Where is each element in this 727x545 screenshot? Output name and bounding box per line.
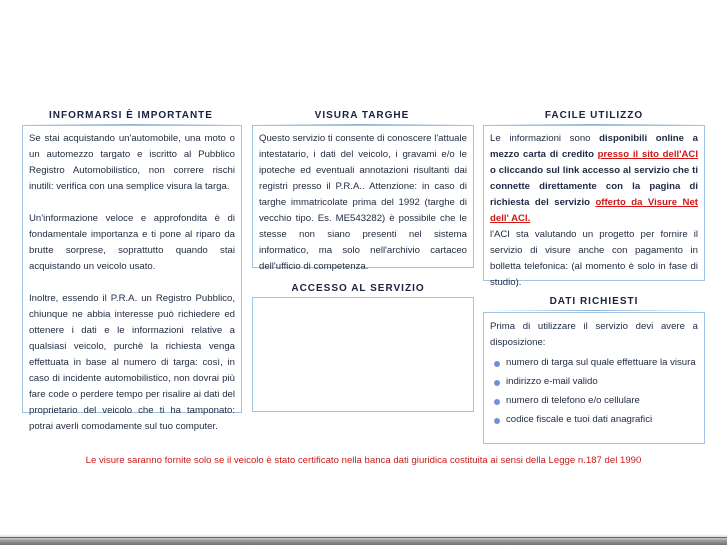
list-item-text: numero di targa sul quale effettuare la visura: [506, 357, 696, 368]
legal-note: Le visure saranno fornite solo se il veicolo è stato certificato nella banca dati giuridica costituita ai sensi della Legge n.187 del 1990: [85, 455, 642, 466]
visure-net-link[interactable]: offerto da Visure Net dell' ACI.: [490, 197, 698, 224]
facile-paragraph-2: l'ACI sta valutando un progetto per fornire il servizio di visure anche con pagamento in bolletta telefonica: (al momento è solo in fase di studio).: [490, 229, 698, 288]
visura-title-text: VISURA TARGHE: [314, 110, 410, 121]
list-item-text: indirizzo e-mail valido: [506, 376, 598, 387]
facile-box: [483, 125, 705, 288]
facile-title: [483, 110, 705, 121]
requirements-list: [490, 355, 698, 428]
list-item-text: numero di telefono e/o cellulare: [506, 395, 640, 406]
accesso-title: [252, 283, 464, 294]
accesso-box[interactable]: [252, 297, 474, 412]
visura-text: Questo servizio ti consente di conoscere l'attuale intestatario, i dati del veicolo, i gravami e/o le ipoteche ed eventuali annotazioni risultanti dai registri presso il P.R.A.. Attenzione: in caso di targhe immatricolate prima del 1992 (targhe di vecchio tipo. Es. ME543282) è possibile che le stesse non siano presenti nel sistema informatico, ma solo nell'archivio cartaceo dell'ufficio di competenza.: [259, 133, 467, 272]
visura-box: [252, 125, 474, 272]
bullet-icon: [494, 399, 500, 405]
informarsi-paragraph-3: Inoltre, essendo il P.R.A. un Registro Pubblico, chiunque ne abbia interesse può richiedere ed ottenere i dati e le informazioni relative a qualsiasi veicolo, purchè la richiesta venga effettuata in base al numero di targa: così, in caso di incidente automobilistico, non dovrai più fare code o perdere tempo per risalire ai dati del proprietario del veicolo che ti ha tamponato: potrai averli comodamente sul tuo computer.: [29, 293, 235, 432]
facile-text-start: Le informazioni sono: [490, 133, 600, 144]
informarsi-box: [22, 125, 242, 432]
list-item: [490, 355, 698, 371]
informarsi-paragraph-1: Se stai acquistando un'automobile, una moto o un automezzo targato e iscritto al Pubblico Registro Automobilistico, non correre rischi inutili: verifica con una semplice visura la targa.: [29, 133, 235, 192]
dati-box: [483, 312, 705, 444]
list-item: [490, 412, 698, 428]
facile-paragraph-1: [490, 131, 698, 227]
aci-site-link[interactable]: presso il sito dell'ACI: [597, 149, 698, 160]
informarsi-paragraph-2: Un'informazione veloce e approfondita è di fondamentale importanza e ti pone al riparo da brutte sorprese, soprattutto quando stai acquistando un veicolo usato.: [29, 213, 235, 272]
facile-bold-text-2: o cliccando sul link accesso al servizio che ti connette direttamente con la pagina di richiesta del servizio: [490, 165, 698, 208]
accesso-title-text: ACCESSO AL SERVIZIO: [291, 283, 425, 294]
dati-intro: Prima di utilizzare il servizio devi avere a disposizione:: [490, 321, 698, 348]
dati-title-text: DATI RICHIESTI: [549, 296, 639, 307]
dati-title: [483, 296, 705, 307]
bullet-icon: [494, 361, 500, 367]
informarsi-title-text: INFORMARSI È IMPORTANTE: [49, 110, 213, 121]
list-item: [490, 393, 698, 409]
visura-title: [252, 110, 472, 121]
list-item: [490, 374, 698, 390]
title-divider: [483, 310, 705, 311]
informarsi-title: [22, 110, 240, 121]
list-item-text: codice fiscale e tuoi dati anagrafici: [506, 414, 653, 425]
bullet-icon: [494, 380, 500, 386]
facile-bold-text: disponibili online a mezzo carta di credito: [490, 133, 698, 160]
bullet-icon: [494, 418, 500, 424]
bottom-bar: [0, 534, 727, 545]
facile-title-text: FACILE UTILIZZO: [544, 110, 644, 121]
